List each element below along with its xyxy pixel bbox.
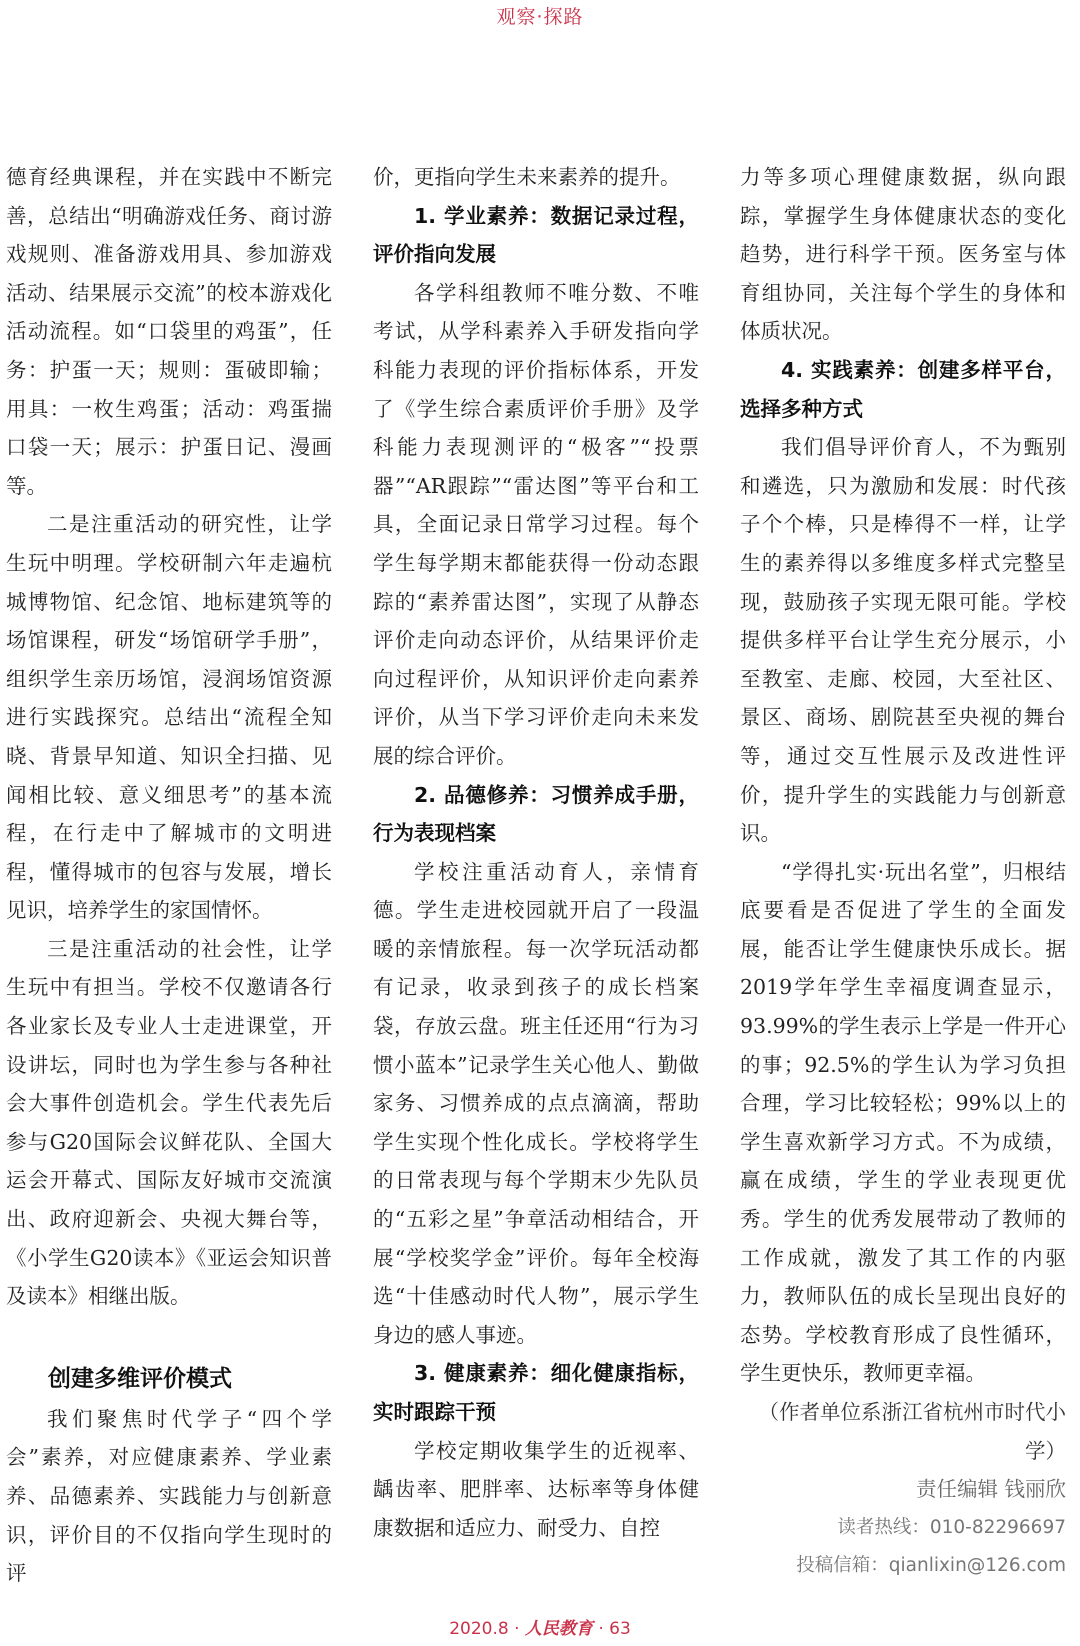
paragraph: 学校注重活动育人，亲情育德。学生走进校园就开启了一段温暖的亲情旅程。每一次学玩活动都有记录，收录到孩子的成长档案袋，存放云盘。班主任还用“行为习惯小蓝本”记录学生关心他人、勤做家务、习惯养成的点点滴滴，帮助学生实现个性化成长。学校将学生的日常表现与每个学期末少先队员的“五彩之星”争章活动相结合，开展“学校奖学金”评价。每年全校海选“十佳感动时代人物”，展示学生身边的感人事迹。 bbox=[373, 859, 699, 1347]
magazine-name: 人民教育 bbox=[524, 1619, 593, 1639]
paragraph: 德育经典课程，并在实践中不断完善，总结出“明确游戏任务、商讨游戏规则、准备游戏用具、参加游戏活动、结果展示交流”的校本游戏化活动流程。如“口袋里的鸡蛋”，任务：护蛋一天；规则：蛋破即输；用具：一枚生鸡蛋；活动：鸡蛋揣口袋一天；展示：护蛋日记、漫画等。 bbox=[6, 165, 332, 498]
column-2 bbox=[373, 158, 699, 1547]
paragraph: 价，更指向学生未来素养的提升。 bbox=[373, 165, 681, 189]
column-1 bbox=[6, 158, 332, 1593]
submission-email: 投稿信箱：qianlixin@126.com bbox=[796, 1555, 1066, 1577]
paragraph: 各学科组教师不唯分数、不唯考试，从学科素养入手研发指向学科能力表现的评价指标体系，开发了《学生综合素质评价手册》及学科能力表现测评的“极客”“投票器”“AR跟踪”“雷达图”等平台和工具，全面记录日常学习过程。每个学生每学期末都能获得一份动态跟踪的“素养雷达图”，实现了从静态评价走向动态评价，从结果评价走向过程评价，从知识评价走向素养评价，从当下学习评价走向未来发展的综合评价。 bbox=[373, 280, 699, 768]
author-affiliation: （作者单位系浙江省杭州市时代小学） bbox=[758, 1400, 1066, 1463]
paragraph: 力等多项心理健康数据，纵向跟踪，掌握学生身体健康状态的变化趋势，进行科学干预。医务室与体育组协同，关注每个学生的身体和体质状况。 bbox=[740, 165, 1066, 344]
reader-hotline: 读者热线：010-82296697 bbox=[837, 1516, 1066, 1538]
separator: · bbox=[598, 1619, 604, 1639]
paragraph: 我们倡导评价育人，不为甄别和遴选，只为激励和发展：时代孩子个个棒，只是棒得不一样，让学生的素养得以多维度多样式完整呈现，鼓励孩子实现无限可能。学校提供多样平台让学生充分展示，小至教室、走廊、校园，大至社区、景区、商场、剧院甚至央视的舞台等，通过交互性展示及改进性评价，提升学生的实践能力与创新意识。 bbox=[740, 435, 1066, 846]
subsection-heading: 4. 实践素养：创建多样平台，选择多种方式 bbox=[740, 357, 1066, 421]
page-number: 63 bbox=[609, 1619, 631, 1639]
page-footer bbox=[0, 1614, 1080, 1639]
column-3 bbox=[740, 158, 1066, 1586]
paragraph: 三是注重活动的社会性，让学生玩中有担当。学校不仅邀请各行各业家长及专业人士走进课堂，开设讲坛，同时也为学生参与各种社会大事件创造机会。学生代表先后参与G20国际会议鲜花队、全国大运会开幕式、国际友好城市交流演出、政府迎新会、央视大舞台等，《小学生G20读本》《亚运会知识普及读本》相继出版。 bbox=[6, 936, 332, 1309]
section-heading: 创建多维评价模式 bbox=[48, 1365, 232, 1392]
paragraph: 我们聚焦时代学子“四个学会”素养，对应健康素养、学业素养、品德素养、实践能力与创新意识，评价目的不仅指向学生现时的评 bbox=[6, 1406, 332, 1586]
separator: · bbox=[514, 1619, 520, 1639]
subsection-heading: 2. 品德修养：习惯养成手册，行为表现档案 bbox=[373, 782, 699, 846]
responsible-editor: 责任编辑 钱丽欣 bbox=[915, 1477, 1066, 1502]
subsection-heading: 1. 学业素养：数据记录过程，评价指向发展 bbox=[373, 203, 699, 267]
subsection-heading: 3. 健康素养：细化健康指标，实时跟踪干预 bbox=[373, 1361, 699, 1424]
section-header: 观察·探路 bbox=[496, 6, 584, 28]
issue-date: 2020.8 bbox=[449, 1619, 509, 1639]
paragraph: 学校定期收集学生的近视率、龋齿率、肥胖率、达标率等身体健康数据和适应力、耐受力、自控 bbox=[373, 1438, 699, 1540]
paragraph: “学得扎实·玩出名堂”，归根结底要看是否促进了学生的全面发展，能否让学生健康快乐成长。据2019学年学生幸福度调查显示，93.99%的学生表示上学是一件开心的事；92.5%的学生认为学习负担合理，学习比较轻松；99%以上的学生喜欢新学习方式。不为成绩，赢在成绩，学生的学业表现更优秀。学生的优秀发展带动了教师的工作成就，激发了其工作的内驱力，教师队伍的成长呈现出良好的态势。学校教育形成了良性循环，学生更快乐，教师更幸福。 bbox=[740, 859, 1066, 1386]
paragraph: 二是注重活动的研究性，让学生玩中明理。学校研制六年走遍杭城博物馆、纪念馆、地标建筑等的场馆课程，研发“场馆研学手册”，组织学生亲历场馆，浸润场馆资源进行实践探究。总结出“流程全知晓、背景早知道、知识全扫描、见闻相比较、意义细思考”的基本流程，在行走中了解城市的文明进程，懂得城市的包容与发展，增长见识，培养学生的家国情怀。 bbox=[6, 512, 332, 923]
